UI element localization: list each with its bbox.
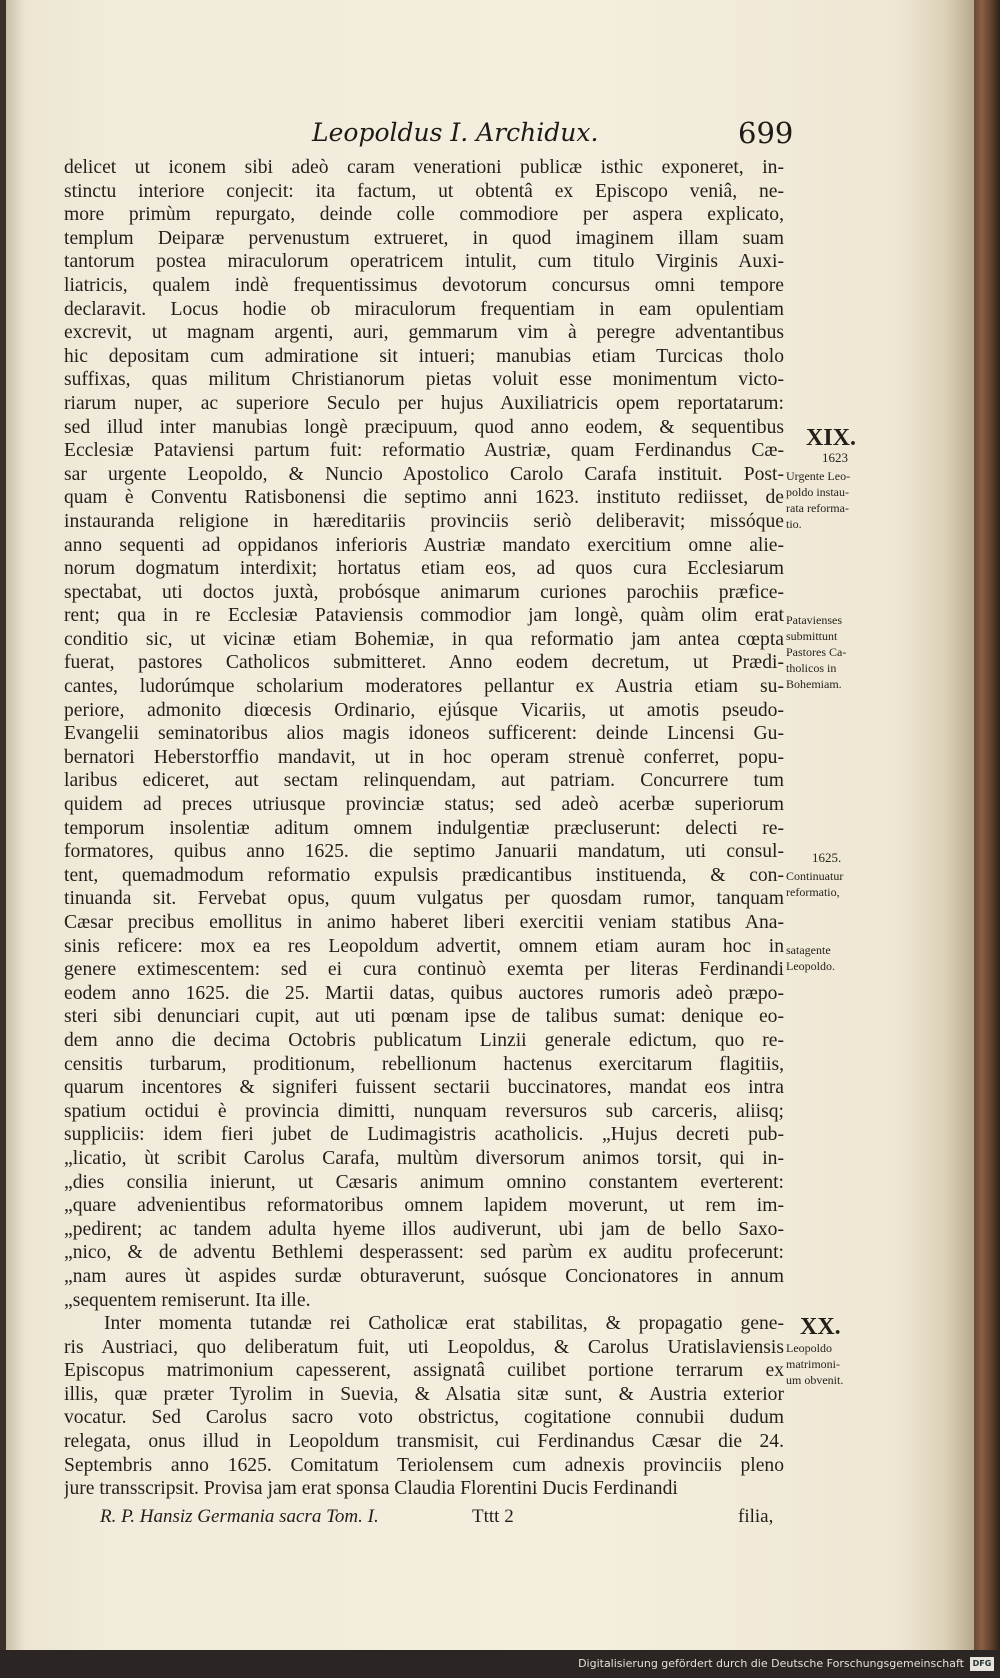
margin-line: matrimoni- bbox=[786, 1357, 840, 1371]
text-line: laribus ediceret, aut sectam relinquendam, aut patriam. Concurrere tum bbox=[64, 770, 784, 792]
text-line: hic depositam cum admiratione sit intueri; manubias etiam Turcicas tholo bbox=[64, 345, 784, 367]
paragraph-2 bbox=[64, 1312, 784, 1501]
text-line: anno sequenti ad oppidanos inferioris Austriæ mandato exercitium omne alie- bbox=[64, 534, 784, 556]
margin-section-number-xix: XIX. bbox=[806, 425, 857, 451]
text-line: instauranda religione in hæreditariis provinciis seriò deliberavit; missóque bbox=[64, 510, 784, 532]
margin-note-continuation bbox=[786, 868, 843, 900]
text-line: periore, admonito diœcesis Ordinario, ejúsque Vicariis, ut amotis pseudo- bbox=[64, 699, 784, 721]
text-line: „nam aures ùt aspides surdæ obturaverunt, suósque Concionatores in annum bbox=[64, 1265, 784, 1287]
text-line: dem anno die decima Octobris publicatum Linzii generale edictum, quo re- bbox=[64, 1029, 784, 1051]
margin-line: Bohemiam. bbox=[786, 677, 842, 691]
digitization-bar bbox=[0, 1650, 1000, 1678]
text-line: eodem anno 1625. die 25. Martii datas, quibus auctores rumoris adeò præpo- bbox=[64, 982, 784, 1004]
dfg-logo-icon: DFG bbox=[970, 1657, 994, 1671]
margin-note-bohemia bbox=[786, 612, 846, 692]
text-line: spatium octidui è provincia dimitti, nunquam reversuros sub carceris, aliisq; bbox=[64, 1100, 784, 1122]
text-line: illis, quæ præter Tyrolim in Suevia, & Alsatia sitæ sunt, & Austria exterior bbox=[64, 1383, 784, 1405]
text-line: „dies consilia inierunt, ut Cæsaris animum omnino constantem everterent: bbox=[64, 1171, 784, 1193]
text-line: „pedirent; ac tandem adulta hyeme illos audiverunt, ubi jam de bello Saxo- bbox=[64, 1218, 784, 1240]
text-line: liatricis, qualem indè frequentissimus devotorum concursus omni tempore bbox=[64, 274, 784, 296]
book-page-edges bbox=[974, 0, 1000, 1650]
margin-year-1623: 1623 bbox=[822, 450, 848, 465]
margin-line: Patavienses bbox=[786, 613, 842, 627]
text-line: quarum incentores & signiferi fuissent sectarii buccinatores, mandat eos intra bbox=[64, 1077, 784, 1099]
text-line: sinis reficere: mox ea res Leopoldum advertit, omnem etiam auram hoc in bbox=[64, 935, 784, 957]
text-line: suppliciis: idem fieri jubet de Ludimagistris acatholicis. „Hujus decreti pub- bbox=[64, 1124, 784, 1146]
page-number: 699 bbox=[738, 116, 794, 150]
text-line: „sequentem remiserunt. Ita ille. bbox=[64, 1289, 311, 1311]
text-line: Ecclesiæ Pataviensi partum fuit: reformatio Austriæ, quam Ferdinandus Cæ- bbox=[64, 440, 784, 462]
text-line: stinctu interiore conjecit: ita factum, ut obtentâ ex Episcopo veniâ, ne- bbox=[64, 180, 784, 202]
text-line: excrevit, ut magnam argenti, auri, gemmarum vim à peregre adventantibus bbox=[64, 322, 784, 344]
text-line: sar urgente Leopoldo, & Nuncio Apostolico Carolo Carafa instituit. Post- bbox=[64, 463, 784, 485]
text-line: censitis turbarum, proditionum, rebellionum hactenus exercitarum flagitiis, bbox=[64, 1053, 784, 1075]
paragraph-1 bbox=[64, 156, 784, 1312]
margin-line: um obvenit. bbox=[786, 1373, 844, 1387]
text-line: tinuanda sit. Fervebat opus, quum vulgatus per quosdam rumor, tanquam bbox=[64, 888, 784, 910]
text-line: declaravit. Locus hodie ob miraculorum frequentiam in eam opulentiam bbox=[64, 298, 784, 320]
margin-line: tio. bbox=[786, 517, 802, 531]
text-line: „licatio, ùt scribit Carolus Carafa, multùm diversorum animos torsit, qui in- bbox=[64, 1147, 784, 1169]
text-line: relegata, onus illud in Leopoldum transmisit, cui Ferdinandus Cæsar die 24. bbox=[64, 1431, 784, 1453]
footer-catchword: filia, bbox=[738, 1506, 774, 1527]
text-line: templum Deiparæ pervenustum extrueret, in quod imaginem illam suam bbox=[64, 227, 784, 249]
margin-line: Leopoldo bbox=[786, 1341, 832, 1355]
margin-line: reformatio, bbox=[786, 885, 840, 899]
margin-line: poldo instau- bbox=[786, 485, 849, 499]
text-line: ris Austriaci, quo deliberatum fuit, uti Leopoldus, & Carolus Uratislaviensis bbox=[64, 1336, 784, 1358]
running-head: Leopoldus I. Archidux. bbox=[312, 118, 599, 147]
text-line: riarum nuper, ac superiore Seculo per hujus Auxiliatricis opem reportatarum: bbox=[64, 392, 784, 414]
text-line: tent, quemadmodum reformatio expulsis prædicantibus instituenda, & con- bbox=[64, 864, 784, 886]
text-line: rent; qua in re Ecclesiæ Pataviensis commodior jam longè, quàm olim erat bbox=[64, 605, 784, 627]
text-line: more primùm repurgato, deinde colle commodiore per aspera explicato, bbox=[64, 204, 784, 226]
text-line: Septembris anno 1625. Comitatum Teriolensem cum adnexis provinciis pleno bbox=[64, 1454, 784, 1476]
text-line: cantes, ludorúmque scholarium moderatores pellantur ex Austria etiam su- bbox=[64, 676, 784, 698]
text-line: formatores, quibus anno 1625. die septimo Januarii mandatum, uti consul- bbox=[64, 841, 784, 863]
margin-line: tholicos in bbox=[786, 661, 837, 675]
text-line: tantorum postea miraculorum operatricem intulit, cum titulo Virginis Auxi- bbox=[64, 251, 784, 273]
text-line: conditio sic, ut vicinæ etiam Bohemiæ, in qua reformatio jam antea cœpta bbox=[64, 628, 784, 650]
text-line: Inter momenta tutandæ rei Catholicæ erat stabilitas, & propagatio gene- bbox=[104, 1313, 784, 1335]
footer-signature-mark: Tttt 2 bbox=[472, 1506, 514, 1527]
margin-note-leopold bbox=[786, 942, 835, 974]
footer-book-title: R. P. Hansiz Germania sacra Tom. I. bbox=[100, 1506, 379, 1527]
text-line: sed illud inter manubias longè præcipuum, quod anno eodem, & sequentibus bbox=[64, 416, 784, 438]
margin-line: submittunt bbox=[786, 629, 838, 643]
margin-section-number-xx: XX. bbox=[800, 1314, 841, 1340]
main-text-column bbox=[64, 156, 784, 1501]
text-line: vocatur. Sed Carolus sacro voto obstrictus, cogitatione connubii dudum bbox=[64, 1407, 784, 1429]
margin-note-reformation bbox=[786, 468, 850, 532]
text-line: quidem ad preces utriusque provinciæ status; sed adeò acerbæ superiorum bbox=[64, 794, 784, 816]
text-line: delicet ut iconem sibi adeò caram venerationi publicæ isthic exponeret, in- bbox=[64, 157, 784, 178]
text-line: jure transscripsit. Provisa jam erat sponsa Claudia Florentini Ducis Ferdinandi bbox=[64, 1478, 678, 1500]
text-line: spectabat, uti doctos juxtà, probósque animarum curiones parochiis præfice- bbox=[64, 581, 784, 603]
text-line: Episcopus matrimonium capesserent, assignatâ cuilibet portione terrarum ex bbox=[64, 1360, 784, 1382]
margin-line: rata reforma- bbox=[786, 501, 849, 515]
page-header bbox=[0, 118, 800, 154]
margin-line: Pastores Ca- bbox=[786, 645, 847, 659]
digitization-credit: Digitalisierung gefördert durch die Deutsche Forschungsgemeinschaft bbox=[578, 1657, 964, 1670]
text-line: „quare advenientibus reformatoribus omnem lapidem moverunt, ut rem im- bbox=[64, 1195, 784, 1217]
text-line: fuerat, pastores Catholicos submitteret. Anno eodem decretum, ut Prædi- bbox=[64, 652, 784, 674]
margin-year-1625: 1625. bbox=[812, 850, 842, 865]
margin-line: Leopoldo. bbox=[786, 959, 835, 973]
text-line: „nico, & de adventu Bethlemi desperassent: sed parùm ex auditu profecerunt: bbox=[64, 1242, 784, 1264]
margin-note-marriage bbox=[786, 1340, 843, 1388]
text-line: quam è Conventu Ratisbonensi die septimo anni 1623. instituto rediisset, de bbox=[64, 487, 784, 509]
margin-line: Urgente Leo- bbox=[786, 469, 851, 483]
text-line: Cæsar precibus emollitus in animo haberet liberi exercitii veniam statibus Ana- bbox=[64, 912, 784, 933]
text-line: Evangelii seminatoribus alios magis idoneos sufficerent: deinde Lincensi Gu- bbox=[64, 723, 784, 745]
margin-line: satagente bbox=[786, 943, 831, 957]
text-line: bernatori Heberstorffio mandavit, ut in hoc operam strenuè conferret, popu- bbox=[64, 746, 784, 768]
text-line: steri sibi denunciari cupit, aut uti pœnam ipse de talibus sumat: denique eo- bbox=[64, 1006, 784, 1028]
text-line: norum dogmatum interdixit; hortatus etiam eos, ad quos cura Ecclesiarum bbox=[64, 558, 784, 580]
margin-line: Continuatur bbox=[786, 869, 844, 883]
text-line: temporum insolentiæ aditum omnem indulgentiæ præcluserunt: delecti re- bbox=[64, 817, 784, 839]
text-line: genere extimescentem: sed ei cura continuò exemta per literas Ferdinandi bbox=[64, 959, 784, 981]
text-line: suffixas, quas militum Christianorum pietas voluit esse monimentum victo- bbox=[64, 369, 784, 391]
